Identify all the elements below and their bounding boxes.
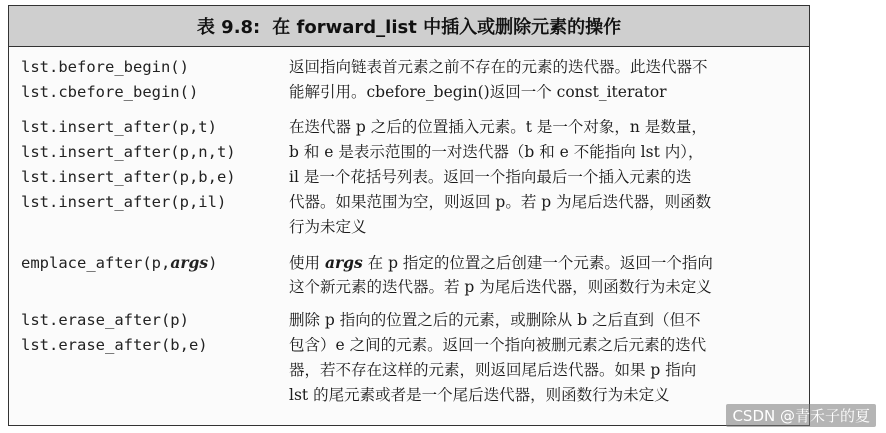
table-number: 表 9.8: <box>196 17 261 38</box>
operation-signature: lst.before_begin() <box>21 58 189 76</box>
description-prefix: 使用 <box>289 254 325 272</box>
operations-table <box>8 5 810 426</box>
operation-signature: lst.insert_after(p,il) <box>21 193 227 211</box>
args-placeholder: args <box>170 253 209 272</box>
description-cell <box>285 250 795 300</box>
description-line: 行为未定义 <box>289 218 367 236</box>
operation-signature: lst.erase_after(p) <box>21 311 189 329</box>
operation-signature: lst.insert_after(p,t) <box>21 118 217 136</box>
args-placeholder: args <box>324 253 363 272</box>
operation-close: ) <box>208 254 218 272</box>
description-line: b 和 e 是表示范围的一对迭代器（b 和 e 不能指向 lst 内）， <box>289 143 704 161</box>
table-title: 在 forward_list 中插入或删除元素的操作 <box>272 17 622 38</box>
description-line: 这个新元素的迭代器。若 p 为尾后迭代器，则函数行为未定义 <box>289 278 712 296</box>
description-cell <box>285 308 795 408</box>
table-row <box>9 250 809 300</box>
description-line <box>289 250 795 275</box>
description-cell <box>285 115 795 240</box>
operation-name: emplace_after(p, <box>21 254 171 272</box>
description-line: 返回指向链表首元素之前不存在的元素的迭代器。此迭代器不 <box>289 58 708 76</box>
description-cell <box>285 55 795 105</box>
operation-signature <box>21 250 285 275</box>
operation-signature: lst.insert_after(p,n,t) <box>21 143 236 161</box>
description-line: 删除 p 指向的位置之后的元素，或删除从 b 之后直到（但不 <box>289 311 701 329</box>
description-line: 包含）e 之间的元素。返回一个指向被删元素之后元素的迭代 <box>289 336 707 354</box>
operation-signature: lst.cbefore_begin() <box>21 83 199 101</box>
description-line: 代器。如果范围为空，则返回 p。若 p 为尾后迭代器，则函数 <box>289 193 712 211</box>
table-row <box>9 55 809 105</box>
operation-cell <box>9 250 285 300</box>
description-line: 能解引用。cbefore_begin()返回一个 const_iterator <box>289 83 667 101</box>
operation-cell <box>9 55 285 105</box>
description-line: 在迭代器 p 之后的位置插入元素。t 是一个对象，n 是数量， <box>289 118 707 136</box>
operation-cell <box>9 308 285 408</box>
table-row <box>9 308 809 408</box>
description-line: il 是一个花括号列表。返回一个指向最后一个插入元素的迭 <box>289 168 692 186</box>
csdn-watermark: CSDN @青禾子的夏 <box>726 404 876 427</box>
table-caption <box>9 6 809 47</box>
table-row <box>9 115 809 240</box>
operation-signature: lst.erase_after(b,e) <box>21 336 208 354</box>
description-line: 器，若不存在这样的元素，则返回尾后迭代器。如果 p 指向 <box>289 361 697 379</box>
description-line: lst 的尾元素或者是一个尾后迭代器，则函数行为未定义 <box>289 386 670 404</box>
operation-cell <box>9 115 285 240</box>
description-rest: 在 p 指定的位置之后创建一个元素。返回一个指向 <box>362 254 713 272</box>
operation-signature: lst.insert_after(p,b,e) <box>21 168 236 186</box>
